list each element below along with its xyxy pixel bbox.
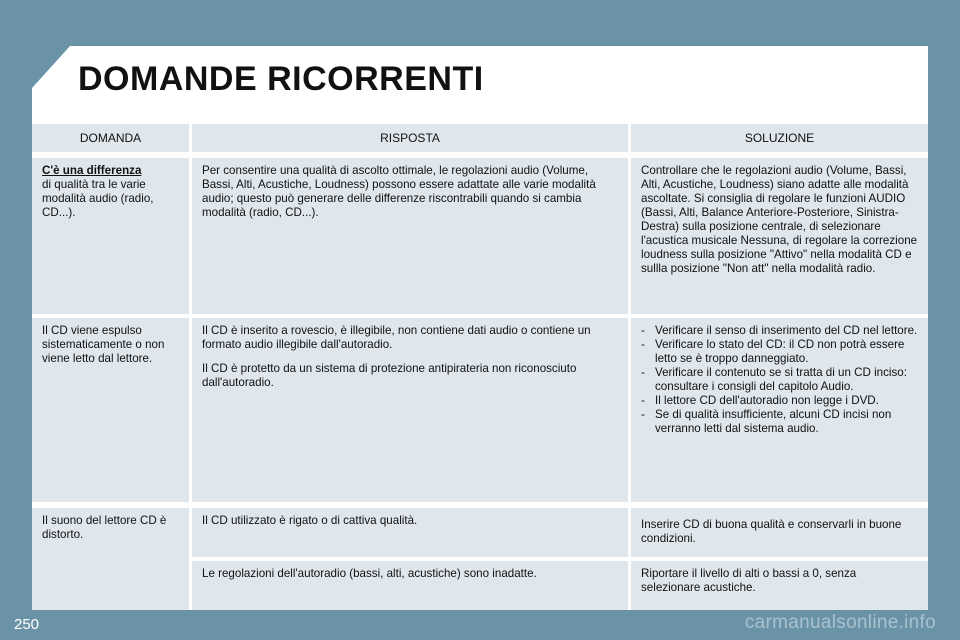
row3-question <box>32 508 189 610</box>
header-soluzione: SOLUZIONE <box>631 124 928 152</box>
row3-solution-a <box>631 508 928 557</box>
row1-solution <box>631 158 928 314</box>
row3-solution-a-text: Inserire CD di buona qualità e conservarli in buone condizioni. <box>641 518 902 545</box>
list-item: - Verificare lo stato del CD: il CD non potrà essere letto se è troppo danneggiato. <box>641 338 918 366</box>
row3-answer-a-text: Il CD utilizzato è rigato o di cattiva qualità. <box>202 514 418 527</box>
page-title: DOMANDE RICORRENTI <box>78 60 484 98</box>
page-number: 250 <box>14 616 40 633</box>
header-risposta: RISPOSTA <box>192 124 628 152</box>
row2-solution <box>631 318 928 502</box>
row3-answer-b-text: Le regolazioni dell'autoradio (bassi, alti, acustiche) sono inadatte. <box>202 567 537 580</box>
watermark: carmanualsonline.info <box>744 612 936 633</box>
row1-answer <box>192 158 628 314</box>
header-domanda: DOMANDA <box>32 124 189 152</box>
list-item: - Se di qualità insufficiente, alcuni CD incisi non verranno letti dal sistema audio. <box>641 408 918 436</box>
row2-answer-p2: Il CD è protetto da un sistema di protezione antipirateria non riconosciuto dall'autoradio. <box>202 362 577 389</box>
list-item: - Verificare il contenuto se si tratta di un CD inciso: consultare i consigli del capitolo Audio. <box>641 366 918 394</box>
row2-answer-p1: Il CD è inserito a rovescio, è illegibile, non contiene dati audio o contiene un formato audio illegibile dall'autoradio. <box>202 324 591 351</box>
row2-question-text: Il CD viene espulso sistematicamente o non viene letto dal lettore. <box>42 324 165 365</box>
row3-answer-a <box>192 508 628 557</box>
row1-answer-text: Per consentire una qualità di ascolto ottimale, le regolazioni audio (Volume, Bassi, Alti, Acustiche, Loudness) possono essere adattate alle varie modalità audio; questo può generare delle differenze riscontrabili quando si cambia modalità (radio, CD...). <box>202 164 596 219</box>
row2-answer <box>192 318 628 502</box>
list-item: - Il lettore CD dell'autoradio non legge i DVD. <box>641 394 918 408</box>
row1-question-rest: di qualità tra le varie modalità audio (radio, CD...). <box>42 178 154 219</box>
row2-question <box>32 318 189 502</box>
row1-solution-text: Controllare che le regolazioni audio (Volume, Bassi, Alti, Acustiche, Loudness) siano adatte alle modalità ascoltate. Si consiglia di regolare le funzioni AUDIO (Bassi, Alti, Balance Anteriore-Posteriore, Sinistra-Destra) sulla posizione centrale, di selezionare l'acustica musicale Nessuna, di regolare la correzione loudness sulla posizione "Attivo" nella modalità CD e sullla posizione "Non att" nella modalità radio. <box>641 164 918 275</box>
row3-question-text: Il suono del lettore CD è distorto. <box>42 514 167 541</box>
row3-solution-b <box>631 561 928 610</box>
row3-solution-b-text: Riportare il livello di alti o bassi a 0, senza selezionare acustiche. <box>641 567 857 594</box>
row1-question <box>32 158 189 314</box>
row3-answer-b <box>192 561 628 610</box>
row2-solution-list <box>641 324 918 436</box>
row1-question-bold: C'è una differenza <box>42 164 142 177</box>
list-item: - Verificare il senso di inserimento del CD nel lettore. <box>641 324 918 338</box>
